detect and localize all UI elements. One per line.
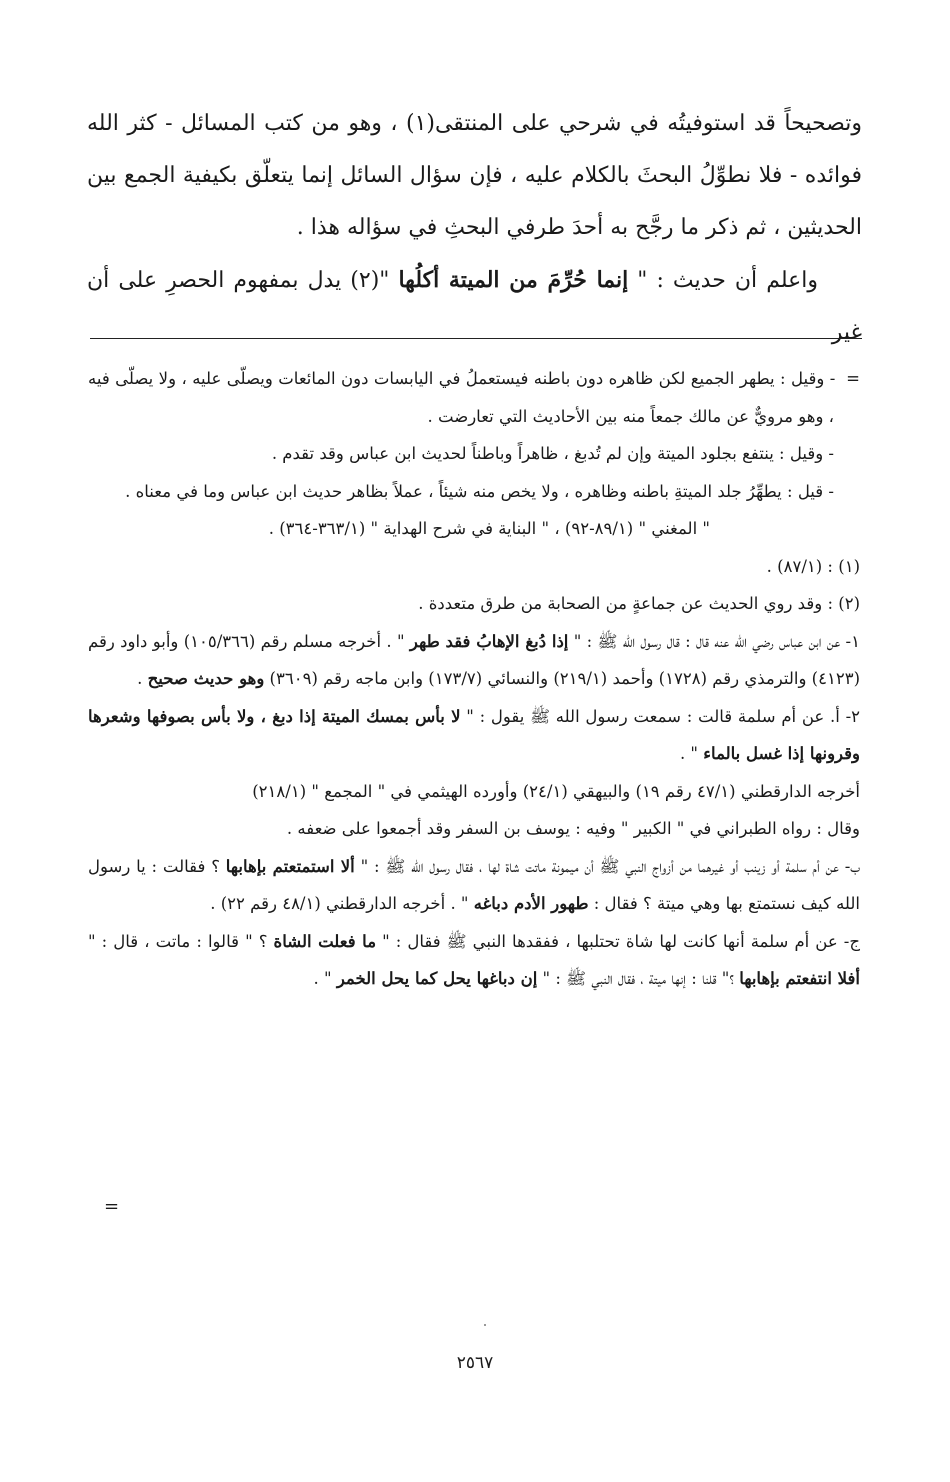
hadith-2a-source: أخرجه الدارقطني (٤٧/١ رقم ١٩) والبيهقي (٢٤/١) وأورده الهيثمي في " المجمع " (٢١٨/١)	[252, 781, 860, 801]
hadith-item-2b: ب- عن أم سلمة أو زينب أو غيرهما من أزواج النبي ﷺ أن ميمونة ماتت شاة لها ، فقال رسول الله ﷺ : " ألا استمتعتم بإهابها ؟ فقالت : يا رسول الله كيف نستمتع بها وهي ميتة ؟ فقال : طهور الأدم دباغه " . أخرجه الدارقطني (٤٨/١ رقم ٢٢) .	[88, 856, 861, 913]
hadith-item-2a: ٢- أ. عن أم سلمة قالت : سمعت رسول الله ﷺ يقول : " لا بأس بمسك الميتة إذا دبغ ، ولا بأس بصوفها وشعرها وقرونها إذا غسل بالماء " .	[88, 706, 861, 763]
hadith-item-1: ١- عن ابن عباس رضي الله عنه قال : قال رسول الله ﷺ : " إذا دُبغ الإهابُ فقد طهر " . أخرجه مسلم رقم (١٠٥/٣٦٦) وأبو داود رقم (٤١٢٣) والترمذي رقم (١٧٢٨) وأحمد (٢١٩/١) والنسائي (١٧٣/٧) وابن ماجه رقم (٣٦٠٩) وهو حديث صحيح .	[88, 631, 860, 688]
hadith-2a-note: وقال : رواه الطبراني في " الكبير " وفيه : يوسف بن السفر وقد أجمعوا على ضعفه .	[286, 819, 860, 838]
main-text	[87, 98, 862, 359]
footnote-cont-item-1: = - وقيل : يطهر الجميع لكن ظاهره دون باطنه فيستعملُ في اليابسات دون المائعات ويصلّى عليه ، ولا يصلّى فيه ، وهو مرويٌّ عن مالك جمعاً منه بين الأحاديث التي تعارضت .	[88, 369, 860, 426]
emphasized-hadith: إنما حُرِّمَ من الميتة أكلُها	[398, 267, 629, 293]
body-paragraph-1: وتصحيحاً قد استوفيتُه في شرحي على المنتقى(١) ، وهو من كتب المسائل - كثر الله فوائده - فلا نطوِّلُ البحثَ بالكلام عليه ، فإن سؤال السائل إنما يتعلّق بكيفية الجمع بين الحديثين ، ثم ذكر ما رجَّح به أحدَ طرفي البحثِ في سؤاله هذا .	[87, 111, 862, 240]
continuation-mark: =	[846, 369, 860, 388]
footnote-separator	[90, 338, 862, 339]
print-dot	[484, 1324, 486, 1326]
body-paragraph-2: واعلم أن حديث : " إنما حُرِّمَ من الميتة أكلُها "(٢) يدل بمفهوم الحصرِ على أن غير	[87, 267, 862, 345]
continuation-mark-end: =	[104, 1196, 120, 1217]
footnote-2-intro: (٢) : وقد روي الحديث عن جماعةٍ من الصحابة من طرق متعددة .	[418, 594, 860, 613]
footnote-sources: " المغني " (٨٩/١-٩٢) ، " البناية في شرح الهداية " (٣٦٣/١-٣٦٤) .	[268, 519, 710, 538]
page-number: ٢٥٦٧	[456, 1353, 494, 1373]
footnotes	[88, 360, 860, 998]
footnote-1: (١) : (٨٧/١) .	[766, 556, 860, 576]
footnote-cont-item-2: - وقيل : ينتفع بجلود الميتة وإن لم تُدبغ ، ظاهراً وباطناً لحديث ابن عباس وقد تقدم .	[271, 444, 834, 463]
footnote-cont-item-3: - قيل : يطهِّرُ جلد الميتةِ باطنه وظاهره ، ولا يخص منه شيئاً ، عملاً بظاهر حديث ابن عباس وما في معناه .	[125, 481, 834, 501]
hadith-item-2c: ج- عن أم سلمة أنها كانت لها شاة تحتلبها ، ففقدها النبي ﷺ فقال : " ما فعلت الشاة ؟ " قالوا : ماتت ، قال : " أفلا انتفعتم بإهابها ؟" قلنا : إنها ميتة ، فقال النبي ﷺ : " إن دباغها يحل كما يحل الخمر " .	[88, 931, 860, 988]
